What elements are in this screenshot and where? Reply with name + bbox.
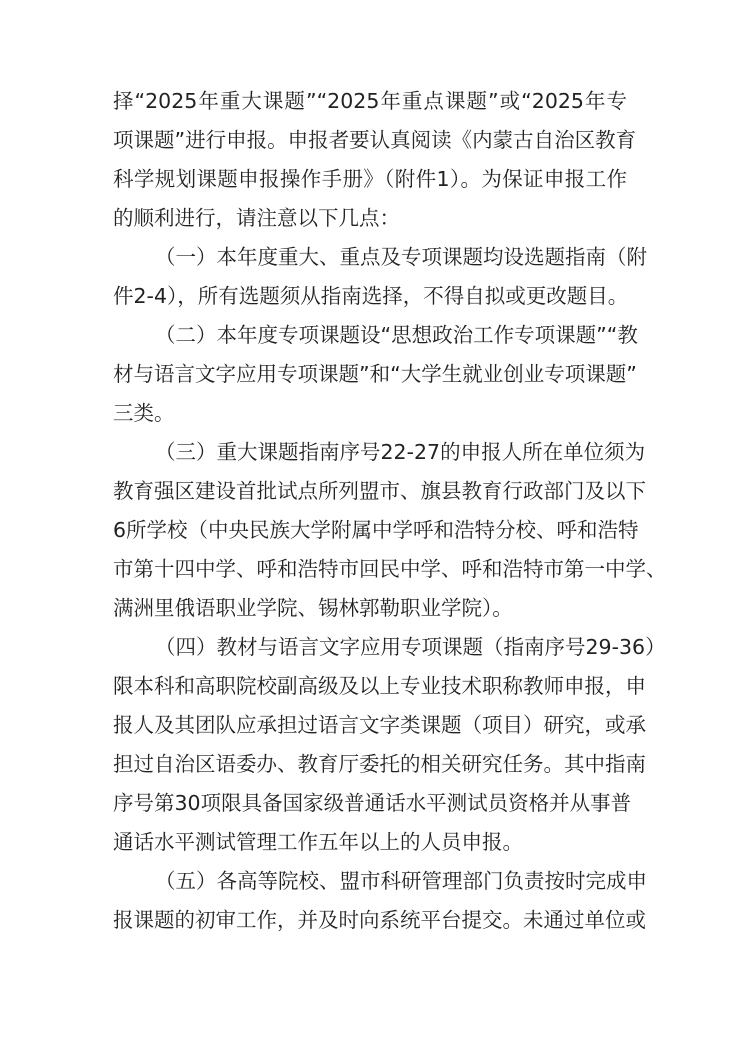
paragraph-line-3: 科学规划课题申报操作手册》（附件1）。为保证申报工作 [113,167,627,191]
item-4-line-6: 通话水平测试管理工作五年以上的人员申报。 [113,830,523,854]
item-3-line-2: 教育强区建设首批试点所列盟市、旗县教育行政部门及以下 [113,479,646,503]
item-3-line-3: 6所学校（中央民族大学附属中学呼和浩特分校、呼和浩特 [113,518,639,542]
item-3-line-4: 市第十四中学、呼和浩特市回民中学、呼和浩特市第一中学、 [113,557,667,581]
item-3-line-5: 满洲里俄语职业学院、锡林郭勒职业学院）。 [113,596,513,620]
paragraph-line-4: 的顺利进行，请注意以下几点： [113,206,400,230]
item-4-line-3: 报人及其团队应承担过语言文字类课题（项目）研究，或承 [113,713,646,737]
item-4-line-5: 序号第30项限具备国家级普通话水平测试员资格并从事普 [113,791,632,815]
item-4-line-4: 担过自治区语委办、教育厅委托的相关研究任务。其中指南 [113,752,646,776]
item-1-line-2: 件2-4），所有选题须从指南选择，不得自拟或更改题目。 [113,284,629,308]
item-3-line-1: （三）重大课题指南序号22-27的申报人所在单位须为 [155,440,646,464]
paragraph-line-2: 项课题”进行申报。申报者要认真阅读《内蒙古自治区教育 [113,128,637,152]
item-2-line-3: 三类。 [113,401,175,425]
item-4-line-2: 限本科和高职院校副高级及以上专业技术职称教师申报，申 [113,674,646,698]
item-1-line-1: （一）本年度重大、重点及专项课题均设选题指南（附 [155,245,647,269]
paragraph-line-1: 择“2025年重大课题”“2025年重点课题”或“2025年专 [113,89,627,113]
item-5-line-2: 报课题的初审工作，并及时向系统平台提交。未通过单位或 [113,908,646,932]
item-4-line-1: （四）教材与语言文字应用专项课题（指南序号29-36） [155,635,666,659]
item-5-line-1: （五）各高等院校、盟市科研管理部门负责按时完成申 [155,869,647,893]
item-2-line-1: （二）本年度专项课题设“思想政治工作专项课题”“教 [155,323,638,347]
item-2-line-2: 材与语言文字应用专项课题”和“大学生就业创业专项课题” [113,362,637,386]
